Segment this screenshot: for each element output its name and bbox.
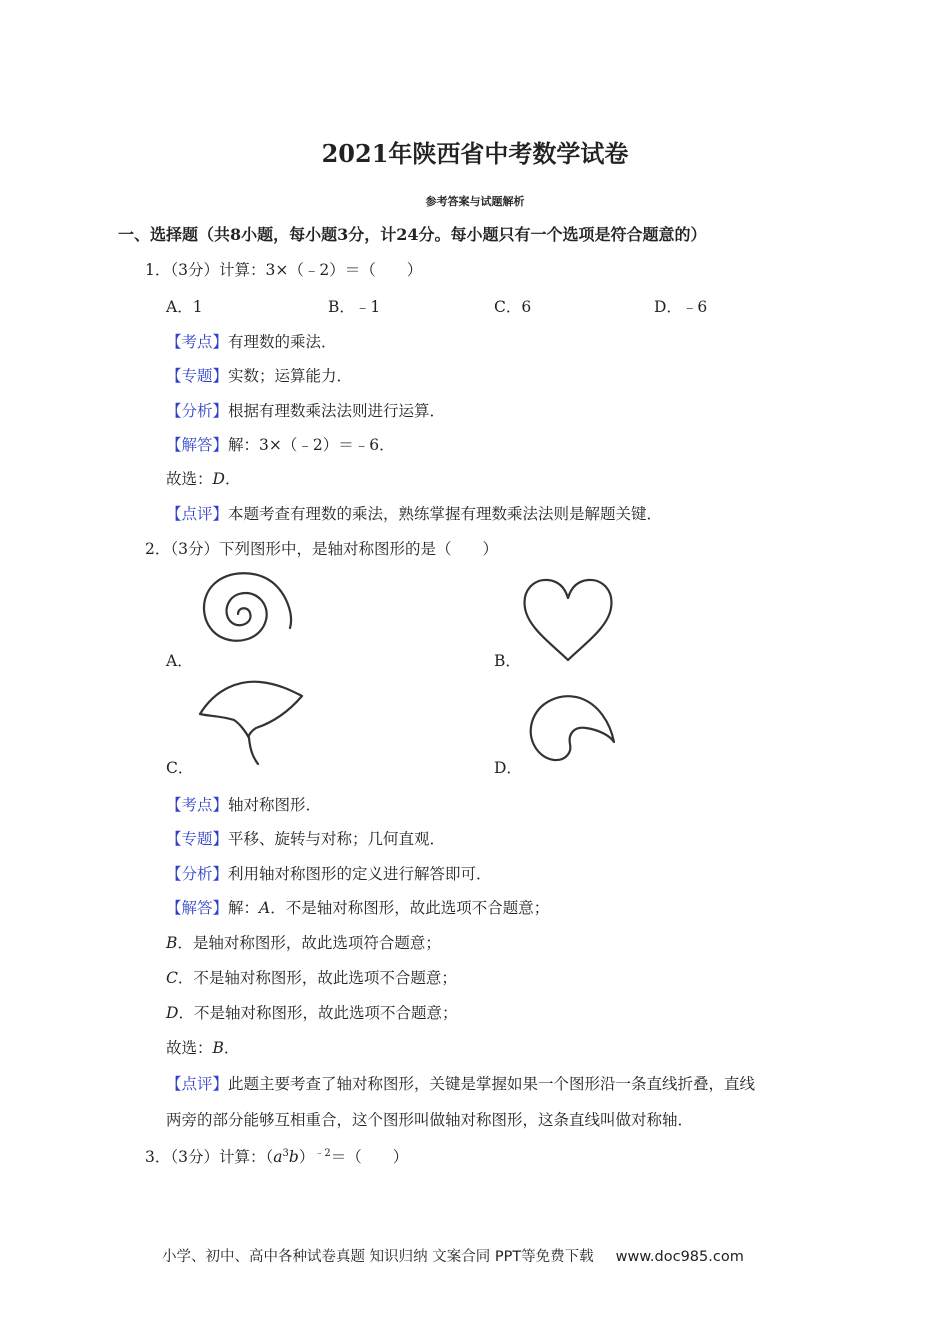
answer-prefix: 故选： — [166, 1039, 213, 1057]
zhuanti-text: 平移、旋转与对称；几何直观． — [228, 830, 446, 848]
line-text: ．不是轴对称图形，故此选项不合题意； — [178, 1004, 458, 1022]
option-letter: B — [166, 934, 178, 952]
page-title: 2021年陕西省中考数学试卷 — [321, 139, 629, 168]
kaodian-text: 有理数的乘法． — [228, 333, 337, 351]
dianping-text: 本题考查有理数的乘法，熟练掌握有理数乘法法则是解题关键． — [228, 505, 663, 523]
q2-jieda — [166, 896, 549, 918]
kaodian-tag: 【考点】 — [166, 333, 229, 351]
line-text: ．是轴对称图形，故此选项符合题意； — [177, 934, 441, 952]
zhuanti-text: 实数；运算能力． — [228, 367, 353, 385]
question-3-stem — [145, 1144, 408, 1167]
section-heading: 一、选择题（共8小题，每小题3分，计24分。每小题只有一个选项是符合题意的） — [118, 225, 707, 244]
q2-kaodian — [166, 793, 321, 815]
q2-option-c: C． — [166, 759, 194, 777]
question-number: 1． — [145, 261, 171, 279]
answer-suffix: ． — [224, 470, 241, 488]
q1-fenxi — [166, 399, 445, 421]
zhuanti-tag: 【专题】 — [166, 367, 229, 385]
answer-suffix: ． — [223, 1039, 240, 1057]
exponent-outer: ﹣2 — [314, 1148, 331, 1159]
question-text: （3分）下列图形中，是轴对称图形的是（ ） — [170, 540, 498, 558]
q1-dianping — [166, 502, 662, 524]
option-letter: A — [259, 899, 271, 917]
q1-jieda — [166, 433, 395, 455]
q1-kaodian — [166, 330, 337, 352]
line-text: ．不是轴对称图形，故此选项不合题意； — [177, 969, 457, 987]
answer-prefix: 故选： — [166, 470, 213, 488]
jieda-tag: 【解答】 — [166, 899, 229, 917]
q1-option-c: C．6 — [494, 298, 532, 316]
page-subtitle: 参考答案与试题解析 — [425, 195, 525, 208]
q1-option-a: A．1 — [166, 298, 203, 316]
answer-letter: B — [212, 1039, 224, 1057]
fenxi-tag: 【分析】 — [166, 865, 229, 883]
q1-option-b: B．﹣1 — [328, 298, 381, 316]
option-letter: D — [166, 1004, 179, 1022]
q2-dianping — [166, 1072, 755, 1094]
fenxi-text: 根据有理数乘法法则进行运算． — [228, 402, 446, 420]
jieda-prefix: 解： — [228, 899, 260, 917]
jieda-text: ．不是轴对称图形，故此选项不合题意； — [270, 899, 550, 917]
footer-url[interactable]: www.doc985.com — [615, 1249, 744, 1265]
option-letter: C — [166, 969, 178, 987]
kaodian-tag: 【考点】 — [166, 796, 229, 814]
page-footer — [162, 1245, 744, 1266]
dianping-text: 此题主要考查了轴对称图形，关键是掌握如果一个图形沿一条直线折叠，直线 — [228, 1075, 756, 1093]
dianping-tag: 【点评】 — [166, 1075, 229, 1093]
q2-zhuanti — [166, 827, 445, 849]
q2-answer — [166, 1036, 239, 1058]
answer-letter: D — [212, 470, 225, 488]
q1-answer — [166, 467, 240, 489]
question-number: 3． — [145, 1148, 171, 1167]
q2-dianping-cont: 两旁的部分能够互相重合，这个图形叫做轴对称图形，这条直线叫做对称轴． — [166, 1111, 694, 1129]
q2-line-b — [166, 931, 441, 953]
paisley-figure — [526, 690, 622, 766]
question-2-stem — [145, 537, 498, 559]
kaodian-text: 轴对称图形． — [228, 796, 322, 814]
q1-zhuanti — [166, 364, 352, 386]
zhuanti-tag: 【专题】 — [166, 830, 229, 848]
var-a: a — [273, 1148, 283, 1167]
question-1-stem — [145, 258, 422, 280]
dianping-tag: 【点评】 — [166, 505, 229, 523]
q2-option-a: A． — [166, 652, 193, 670]
var-b: b — [288, 1148, 299, 1167]
fenxi-text: 利用轴对称图形的定义进行解答即可． — [228, 865, 492, 883]
question-number: 2． — [145, 540, 171, 558]
stem-suffix: ＝（ ） — [330, 1148, 409, 1167]
stem-prefix: （3分）计算：（ — [170, 1148, 274, 1167]
q2-option-d: D． — [494, 759, 522, 777]
q2-line-c — [166, 966, 457, 988]
fenxi-tag: 【分析】 — [166, 402, 229, 420]
q1-option-d: D．﹣6 — [654, 298, 708, 316]
exponent-a: 3 — [282, 1148, 289, 1159]
paren-close: ） — [298, 1148, 315, 1167]
ginkgo-leaf-figure — [194, 676, 310, 768]
jieda-tag: 【解答】 — [166, 436, 229, 454]
question-text: （3分）计算：3×（﹣2）＝（ ） — [170, 261, 423, 279]
q2-option-b: B． — [494, 652, 521, 670]
q2-fenxi — [166, 862, 492, 884]
spiral-figure — [196, 570, 296, 662]
heart-figure — [520, 576, 616, 664]
footer-text: 小学、初中、高中各种试卷真题 知识归纳 文案合同 PPT等免费下载 — [162, 1249, 594, 1265]
jieda-text: 解：3×（﹣2）＝﹣6． — [228, 436, 395, 454]
q2-line-d — [166, 1001, 457, 1023]
